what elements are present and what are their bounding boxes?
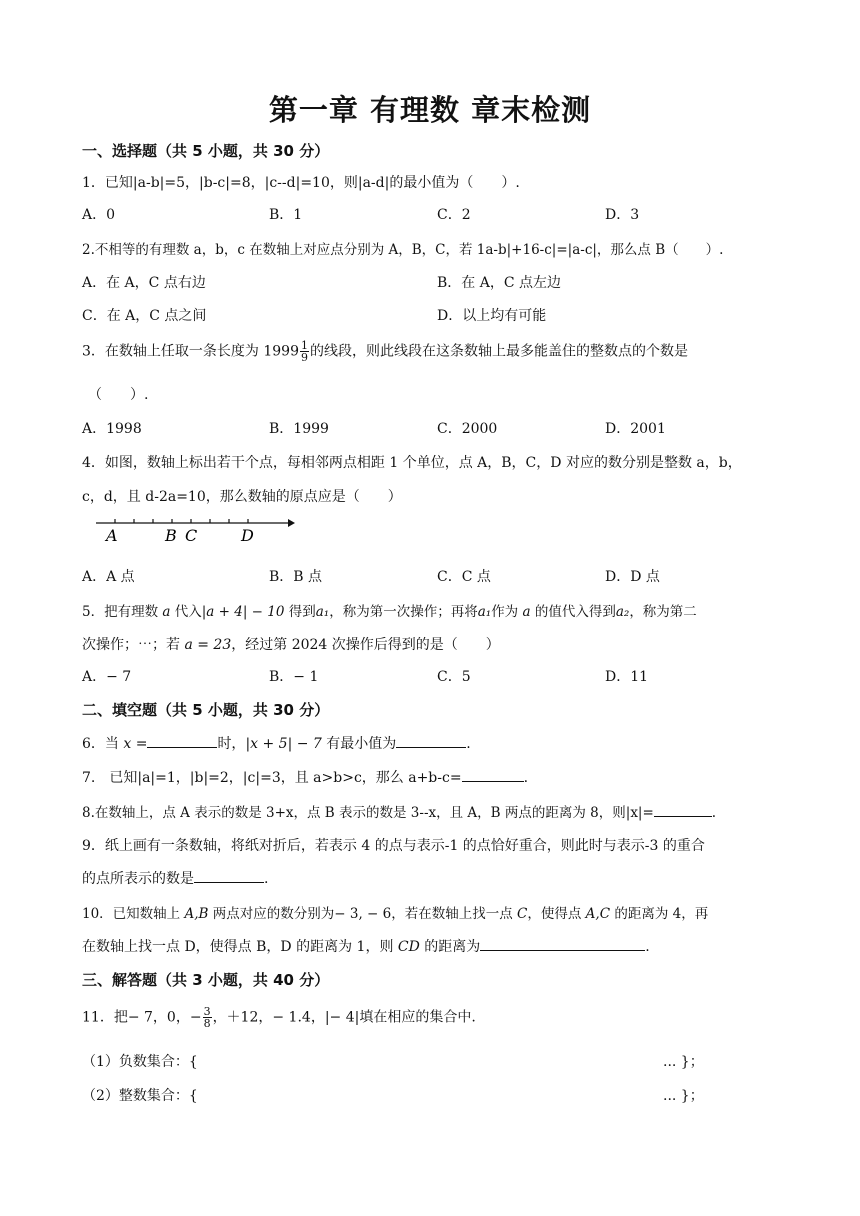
q9-text: 的点所表示的数是 (82, 871, 194, 887)
q1-option-a: A．0 (82, 207, 116, 223)
q2-option-b: B．在 A，C 点左边 (437, 275, 562, 291)
q10-text: ，若在数轴上找一点 (391, 906, 518, 922)
q5-text: 次操作；⋯；若 (82, 637, 185, 653)
q10-points-ac: A,C (585, 906, 611, 922)
q7-text: 7. 已知|a|=1，|b|=2，|c|=3，且 a>b>c，那么 a+b-c= (82, 770, 462, 786)
q10-text: 在数轴上找一点 D，使得点 B，D 的距离为 1，则 (82, 939, 398, 955)
q10-text: 10．已知数轴上 (82, 906, 185, 922)
q5-var-a1: a₁ (315, 604, 330, 620)
q3-paren: （ ）. (88, 387, 149, 403)
q4-option-a: A．A 点 (82, 569, 135, 585)
q8-text: . (711, 805, 717, 821)
q11-set-2-end: ... }； (663, 1088, 704, 1104)
q3-frac-num: 1 (301, 339, 308, 352)
q6-text: 时， (217, 736, 246, 752)
q4-option-c: C．C 点 (437, 569, 491, 585)
q10-answer-blank[interactable] (480, 938, 645, 951)
question-7 (82, 767, 528, 787)
q7-text: . (523, 770, 529, 786)
q5-text: 的值代入得到 (530, 604, 616, 620)
q6-expression: |x + 5| − 7 (245, 736, 322, 752)
q10-point-c: C (517, 906, 528, 922)
q5-expression: a = 23 (184, 637, 232, 653)
q3-option-b: B．1999 (269, 421, 329, 437)
q5-var-a: a (522, 604, 531, 620)
q5-option-d: D．11 (605, 669, 649, 685)
q11-set-1-label: （1）负数集合：{ (82, 1054, 198, 1070)
axis-label-d: D (241, 526, 254, 545)
q1-option-b: B．1 (269, 207, 303, 223)
q6-answer-blank-1[interactable] (147, 735, 217, 748)
q3-option-d: D．2001 (605, 421, 666, 437)
q6-text: 有最小值为 (321, 736, 397, 752)
q3-text-a: 3．在数轴上任取一条长度为 1999 (82, 343, 299, 360)
axis-label-c: C (185, 526, 198, 545)
question-4-line-2: c，d，且 d-2a=10，那么数轴的原点应是（ ） (82, 489, 402, 505)
q6-text: . (466, 736, 471, 752)
q6-answer-blank-2[interactable] (396, 735, 466, 748)
q11-set-2-label: （2）整数集合：{ (82, 1088, 198, 1104)
number-line-figure (92, 512, 297, 546)
q4-option-b: B．B 点 (269, 569, 323, 585)
q5-option-b: B．− 1 (269, 669, 319, 685)
q9-answer-blank[interactable] (194, 870, 264, 883)
q10-text: 的距离为 4，再 (610, 906, 709, 922)
question-9-line-2 (82, 868, 268, 888)
q3-option-a: A．1998 (82, 421, 142, 437)
q5-text: 5．把有理数 (82, 604, 163, 620)
q5-var-a1: a₁ (477, 604, 492, 620)
q2-option-c: C．在 A，C 点之间 (82, 308, 207, 324)
question-11 (82, 1006, 476, 1029)
question-10-line-1 (82, 902, 708, 922)
q10-points-ab: A,B (184, 906, 209, 922)
q10-segment-cd: CD (397, 939, 420, 955)
q6-var: x = (123, 736, 148, 752)
q5-option-c: C．5 (437, 669, 471, 685)
q10-text: 两点对应的数分别为 (208, 906, 335, 922)
question-8 (82, 801, 716, 821)
section-heading-fill: 二、填空题（共 5 小题，共 30 分） (82, 701, 330, 719)
q7-answer-blank[interactable] (462, 769, 524, 782)
axis-label-b: B (165, 526, 177, 545)
q5-text: 得到 (284, 604, 316, 620)
q11-numbers: ，＋12，− 1.4，|− 4| (212, 1009, 360, 1026)
q9-text: . (264, 871, 269, 887)
q11-set-1-end: ... }； (663, 1054, 704, 1070)
q3-frac-den: 9 (301, 351, 308, 364)
q3-option-c: C．2000 (437, 421, 498, 437)
q11-frac-den: 8 (203, 1017, 211, 1030)
q11-numbers: − 7，0，− (127, 1009, 202, 1026)
number-line-arrow (288, 519, 295, 527)
q5-text: 作为 (491, 604, 523, 620)
q5-text: 代入 (170, 604, 202, 620)
q10-values: − 3, − 6 (334, 906, 392, 922)
q5-text: ，称为第二 (629, 604, 697, 620)
q5-expression: |a + 4| − 10 (201, 604, 285, 620)
question-5-line-1 (82, 600, 697, 620)
q3-fraction (300, 340, 309, 363)
q6-text: 6．当 (82, 736, 124, 752)
q10-text: ，使得点 (527, 906, 586, 922)
q5-var-a2: a₂ (615, 604, 630, 620)
question-2: 2.不相等的有理数 a，b，c 在数轴上对应点分别为 A，B，C，若 1a-b|+16-c|=|a-c|，那么点 B（ ）. (82, 242, 724, 258)
q5-text: ，经过第 2024 次操作后得到的是（ ） (231, 637, 500, 653)
q11-fraction (203, 1006, 212, 1029)
q5-var-a: a (162, 604, 171, 620)
q4-option-d: D．D 点 (605, 569, 660, 585)
section-heading-choice: 一、选择题（共 5 小题，共 30 分） (82, 142, 330, 160)
q2-option-d: D．以上均有可能 (437, 308, 547, 324)
page-title: 第一章 有理数 章末检测 (268, 93, 592, 127)
q8-answer-blank[interactable] (654, 804, 712, 817)
q1-option-c: C．2 (437, 207, 471, 223)
section-heading-solve: 三、解答题（共 3 小题，共 40 分） (82, 971, 330, 989)
question-10-line-2 (82, 936, 650, 956)
q11-frac-num: 3 (203, 1005, 211, 1018)
q2-option-a: A．在 A，C 点右边 (82, 275, 206, 291)
question-4-line-1: 4．如图，数轴上标出若干个点，每相邻两点相距 1 个单位，点 A，B，C，D 对应的数分别是整数 a，b， (82, 455, 742, 471)
q5-text: ，称为第一次操作；再将 (329, 604, 478, 620)
question-1: 1．已知|a-b|=5，|b-c|=8，|c--d|=10，则|a-d|的最小值为（ ）. (82, 175, 520, 191)
question-6 (82, 733, 471, 753)
q10-text: . (645, 939, 650, 955)
q11-text: 11．把 (82, 1009, 128, 1026)
question-9-line-1: 9．纸上画有一条数轴，将纸对折后，若表示 4 的点与表示-1 的点恰好重合，则此时与表示-3 的重合 (82, 838, 705, 854)
q5-option-a: A．− 7 (82, 669, 132, 685)
q1-option-d: D．3 (605, 207, 640, 223)
q11-text: 填在相应的集合中. (359, 1009, 476, 1026)
q3-text-b: 的线段，则此线段在这条数轴上最多能盖住的整数点的个数是 (310, 343, 688, 360)
question-3 (82, 340, 688, 363)
q10-text: 的距离为 (419, 939, 481, 955)
axis-label-a: A (106, 526, 118, 545)
q8-text: 8.在数轴上，点 A 表示的数是 3+x，点 B 表示的数是 3--x，且 A，B 两点的距离为 8，则|x|= (82, 805, 654, 821)
question-5-line-2 (82, 634, 500, 654)
